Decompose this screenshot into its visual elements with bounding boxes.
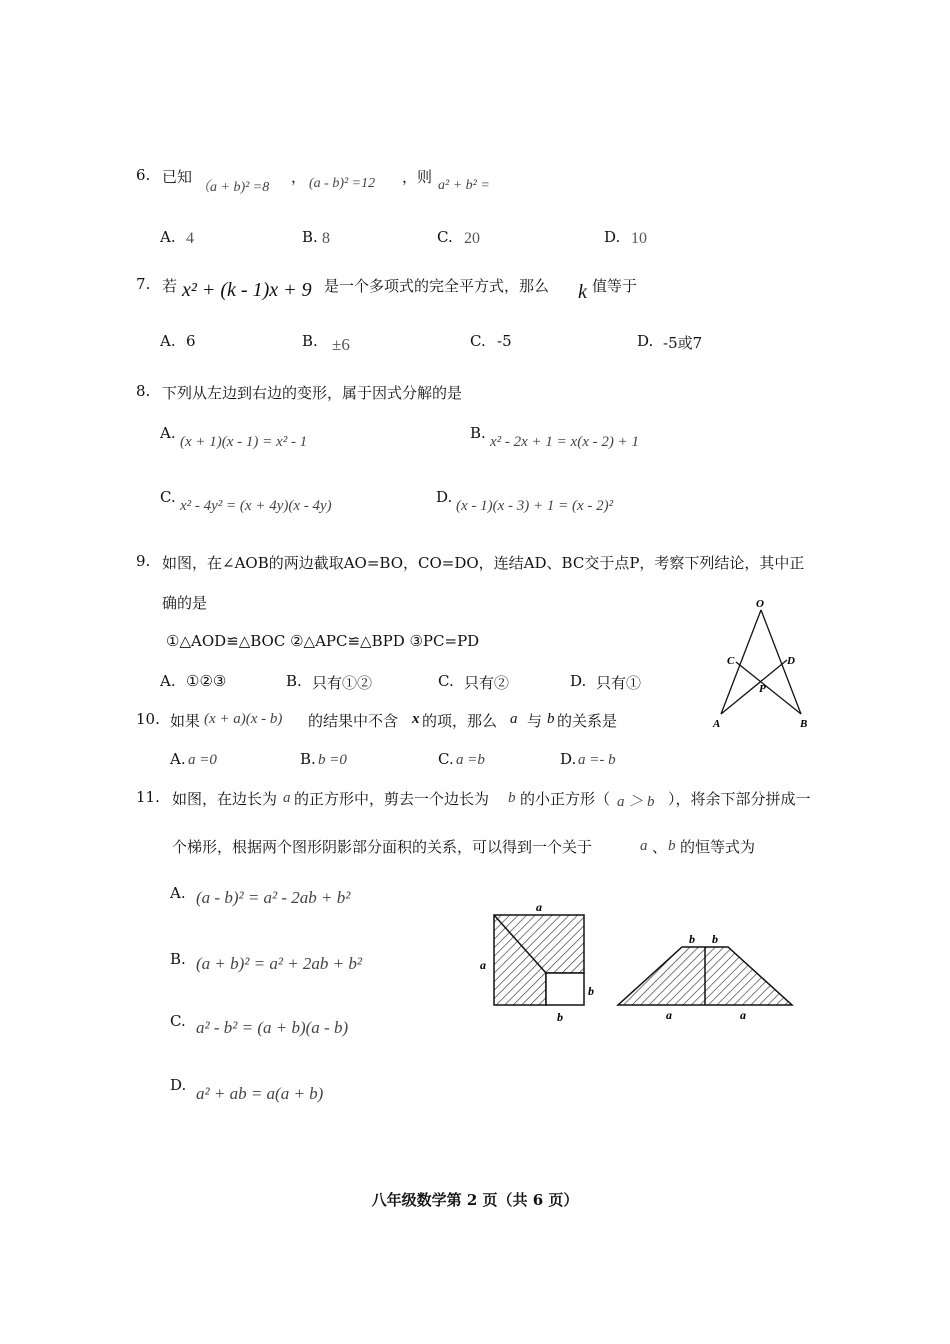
q7-option-a-label: A. bbox=[160, 332, 176, 350]
q6-then: ，则 bbox=[402, 168, 433, 186]
q6-option-d-label: D. bbox=[604, 228, 621, 246]
q8-stem: 下列从左边到右边的变形，属于因式分解的是 bbox=[162, 384, 463, 402]
q11-option-d: a² + ab = a(a + b) bbox=[196, 1084, 324, 1103]
q11-label-trap-top-left: b bbox=[689, 932, 695, 946]
q10-expr: (x + a)(x - b) bbox=[204, 711, 283, 727]
q6-option-b: 8 bbox=[322, 230, 330, 247]
q10-option-c-label: C. bbox=[438, 750, 454, 768]
q11-stem-line1-b: 的正方形中，剪去一个边长为 bbox=[294, 790, 490, 808]
q8-number: 8. bbox=[136, 382, 151, 400]
q11-var-a: a bbox=[283, 790, 291, 806]
q6-option-d: 10 bbox=[631, 230, 647, 247]
q10-b: b bbox=[547, 711, 555, 727]
q10-a: a bbox=[510, 711, 518, 727]
q9-option-a-label: A. bbox=[160, 672, 176, 690]
q7-option-c-label: C. bbox=[470, 332, 486, 350]
q9-label-a: A bbox=[713, 718, 721, 730]
q11-option-b-label: B. bbox=[170, 950, 186, 968]
q6-option-b-label: B. bbox=[302, 228, 318, 246]
q11-label-trap-bottom-right: a bbox=[740, 1008, 746, 1022]
q9-option-a: ①②③ bbox=[186, 672, 227, 690]
q10-stem-pre: 如果 bbox=[170, 712, 201, 730]
q6-number: 6. bbox=[136, 166, 151, 184]
q6-option-a: 4 bbox=[186, 230, 194, 247]
q11-label-square-top: a bbox=[536, 900, 542, 914]
q9-label-c: C bbox=[727, 655, 735, 667]
q8-option-d: (x - 1)(x - 3) + 1 = (x - 2)² bbox=[456, 498, 614, 514]
q10-option-a: a =0 bbox=[188, 752, 217, 768]
q8-option-c-label: C. bbox=[160, 488, 176, 506]
q9-label-o: O bbox=[756, 598, 764, 610]
q6-expr2: (a - b)² =12 bbox=[309, 176, 376, 191]
q11-stem-line1-a: 如图，在边长为 bbox=[172, 790, 278, 808]
q11-option-d-label: D. bbox=[170, 1076, 187, 1094]
q7-stem-post: 值等于 bbox=[592, 277, 638, 295]
q9-label-p: P bbox=[759, 683, 766, 695]
q8-option-d-label: D. bbox=[436, 488, 453, 506]
q7-stem-pre: 若 bbox=[162, 277, 178, 295]
q11-var-b-2: b bbox=[668, 838, 676, 854]
q11-label-trap-bottom-left: a bbox=[666, 1008, 672, 1022]
q11-stem-line1-d: ），将余下部分拼成一 bbox=[668, 790, 811, 808]
q10-option-b-label: B. bbox=[300, 750, 316, 768]
q11-square-figure bbox=[480, 900, 594, 1024]
q9-stem-line2: 确的是 bbox=[162, 594, 208, 612]
q10-option-b: b =0 bbox=[318, 752, 347, 768]
q11-stem-line2-a: 个梯形，根据两个图形阴影部分面积的关系，可以得到一个关于 bbox=[172, 838, 593, 856]
q11-stem-line1-c: 的小正方形（ bbox=[520, 790, 611, 808]
q6-sep: ， bbox=[291, 168, 307, 186]
q11-label-square-right: b bbox=[588, 984, 594, 998]
q9-option-b-label: B. bbox=[286, 672, 302, 690]
q10-var: x bbox=[412, 711, 420, 727]
q10-number: 10. bbox=[136, 710, 160, 728]
q8-option-a: (x + 1)(x - 1) = x² - 1 bbox=[180, 434, 308, 450]
q7-option-d: -5或7 bbox=[663, 334, 703, 352]
q9-option-d-label: D. bbox=[570, 672, 587, 690]
q11-option-c: a² - b² = (a + b)(a - b) bbox=[196, 1018, 349, 1037]
q6-stem: 已知 bbox=[162, 168, 193, 186]
q9-option-c-label: C. bbox=[438, 672, 454, 690]
q11-option-a: (a - b)² = a² - 2ab + b² bbox=[196, 888, 351, 907]
q11-label-square-bottom: b bbox=[557, 1010, 563, 1024]
q11-label-square-left: a bbox=[480, 958, 486, 972]
q10-stem-mid2: 的项，那么 bbox=[422, 712, 498, 730]
q6-option-c-label: C. bbox=[437, 228, 453, 246]
q9-label-d: D bbox=[787, 655, 795, 667]
q10-option-d: a =- b bbox=[578, 752, 616, 768]
q7-expr: x² + (k - 1)x + 9 bbox=[182, 279, 312, 301]
q9-option-c: 只有② bbox=[464, 674, 510, 692]
q10-and: 与 bbox=[527, 712, 543, 730]
page-footer: 八年级数学第 2 页（共 6 页） bbox=[371, 1191, 579, 1209]
q9-conclusions: ①△AOD≌△BOC ②△APC≌△BPD ③PC=PD bbox=[166, 632, 480, 650]
q7-option-d-label: D. bbox=[637, 332, 654, 350]
q10-option-d-label: D. bbox=[560, 750, 577, 768]
q6-expr1: （a + b)² =8 bbox=[196, 180, 270, 195]
q6-expr3: a² + b² = bbox=[438, 178, 490, 193]
q10-stem-post: 的关系是 bbox=[557, 712, 618, 730]
q8-option-b-label: B. bbox=[470, 424, 486, 442]
q11-var-a-2: a bbox=[640, 838, 648, 854]
q11-stem-line2-b: 、 bbox=[652, 838, 668, 856]
q7-option-c: -5 bbox=[497, 332, 512, 350]
q11-option-a-label: A. bbox=[170, 884, 186, 902]
q11-cond: a ＞ b bbox=[617, 794, 655, 810]
q7-option-b-label: B. bbox=[302, 332, 318, 350]
q11-var-b: b bbox=[508, 790, 516, 806]
q9-option-d: 只有① bbox=[596, 674, 642, 692]
q10-option-c: a =b bbox=[456, 752, 485, 768]
q10-option-a-label: A. bbox=[170, 750, 186, 768]
q7-var: k bbox=[578, 281, 587, 303]
q7-option-a: 6 bbox=[186, 332, 196, 350]
q11-number: 11. bbox=[136, 788, 160, 806]
q8-option-b: x² - 2x + 1 = x(x - 2) + 1 bbox=[490, 434, 639, 450]
q6-option-c: 20 bbox=[464, 230, 480, 247]
q9-number: 9. bbox=[136, 552, 151, 570]
q7-number: 7. bbox=[136, 275, 151, 293]
q11-label-trap-top-right: b bbox=[712, 932, 718, 946]
q11-figure bbox=[470, 895, 810, 1035]
q9-option-b: 只有①② bbox=[312, 674, 373, 692]
q9-figure bbox=[705, 592, 825, 734]
q8-option-a-label: A. bbox=[160, 424, 176, 442]
q7-stem-mid: 是一个多项式的完全平方式，那么 bbox=[324, 277, 550, 295]
q6-option-a-label: A. bbox=[160, 228, 176, 246]
q10-stem-mid: 的结果中不含 bbox=[308, 712, 399, 730]
q11-option-b: (a + b)² = a² + 2ab + b² bbox=[196, 954, 362, 973]
q7-option-b: ±6 bbox=[332, 335, 350, 354]
q11-trapezoid-figure bbox=[618, 932, 792, 1022]
q9-label-b: B bbox=[800, 718, 808, 730]
q11-option-c-label: C. bbox=[170, 1012, 186, 1030]
q9-stem-line1: 如图，在∠AOB的两边截取AO=BO，CO=DO，连结AD、BC交于点P，考察下列结论，其中正 bbox=[162, 554, 805, 572]
q8-option-c: x² - 4y² = (x + 4y)(x - 4y) bbox=[180, 498, 332, 514]
q11-stem-line2-c: 的恒等式为 bbox=[680, 838, 756, 856]
